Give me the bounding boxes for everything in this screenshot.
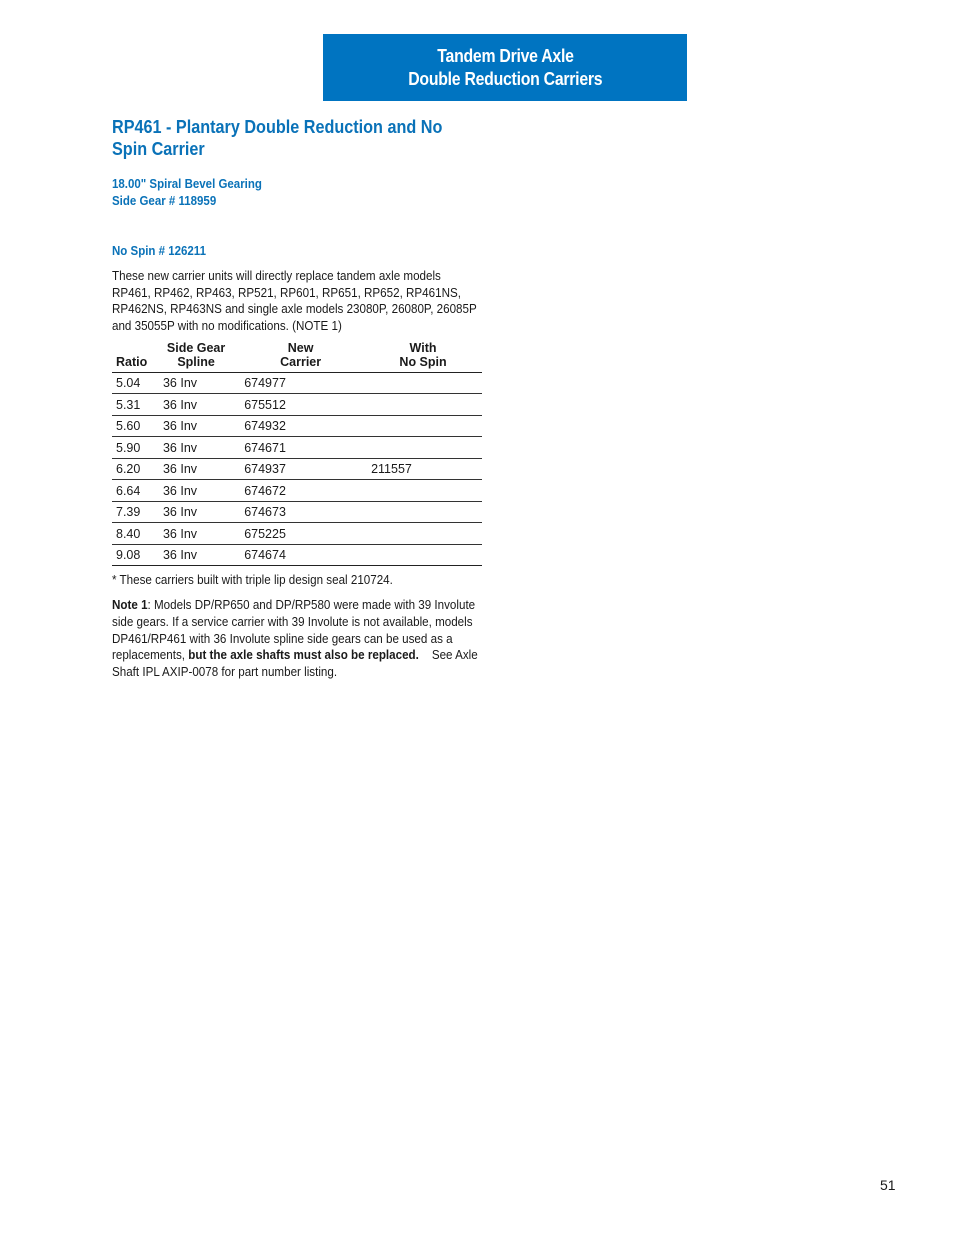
page-number: 51 — [880, 1177, 896, 1193]
section-header-line2: Double Reduction Carriers — [407, 68, 603, 89]
ratio-cell: 5.60 — [112, 415, 155, 437]
table-row — [112, 501, 482, 523]
nospin-cell — [364, 394, 482, 416]
spline-cell: 36 Inv — [155, 372, 237, 394]
nospin-cell — [364, 415, 482, 437]
seal-footnote: * These carriers built with triple lip design seal 210724. — [112, 573, 393, 588]
carrier-cell: 675512 — [237, 394, 364, 416]
ratio-cell: 8.40 — [112, 523, 155, 545]
carrier-parts-table — [112, 341, 482, 567]
carrier-cell: 674674 — [237, 544, 364, 566]
ratio-cell: 9.08 — [112, 544, 155, 566]
table-header-row — [112, 341, 482, 373]
nospin-cell — [364, 437, 482, 459]
nospin-cell — [364, 501, 482, 523]
nospin-cell: 211557 — [364, 458, 482, 480]
carrier-column-header: New Carrier — [237, 341, 364, 373]
side-gear-subhead: Side Gear # 118959 — [112, 194, 217, 208]
spline-cell: 36 Inv — [155, 544, 237, 566]
ratio-cell: 5.90 — [112, 437, 155, 459]
spline-cell: 36 Inv — [155, 501, 237, 523]
table-row — [112, 544, 482, 566]
carrier-cell: 675225 — [237, 523, 364, 545]
page-title: RP461 - Plantary Double Reduction and No Spin Carrier — [112, 117, 443, 159]
section-header-line1: Tandem Drive Axle — [436, 45, 574, 66]
table-row — [112, 480, 482, 502]
ratio-cell: 6.64 — [112, 480, 155, 502]
table-row — [112, 437, 482, 459]
nospin-column-header: With No Spin — [364, 341, 482, 373]
table-row — [112, 415, 482, 437]
carrier-cell: 674673 — [237, 501, 364, 523]
carrier-cell: 674932 — [237, 415, 364, 437]
ratio-cell: 7.39 — [112, 501, 155, 523]
gearing-subhead: 18.00" Spiral Bevel Gearing — [112, 177, 262, 191]
main-content — [112, 116, 482, 681]
note-text: : Models DP/RP650 and DP/RP580 were made with 39 Involute side gears. If a service carrier with 39 Involute is not available, models DP461/RP461 with 36 Involute spline side gears can be used as a replacements, — [112, 598, 476, 663]
spline-column-header: Side Gear Spline — [155, 341, 237, 373]
table-row — [112, 372, 482, 394]
ratio-cell: 5.31 — [112, 394, 155, 416]
carrier-cell: 674977 — [237, 372, 364, 394]
note-label: Note 1 — [112, 598, 148, 613]
spline-cell: 36 Inv — [155, 480, 237, 502]
nospin-cell — [364, 544, 482, 566]
no-spin-subhead: No Spin # 126211 — [112, 244, 206, 258]
table-row — [112, 523, 482, 545]
ratio-cell: 5.04 — [112, 372, 155, 394]
nospin-cell — [364, 480, 482, 502]
ratio-column-header: Ratio — [112, 341, 155, 373]
spline-cell: 36 Inv — [155, 394, 237, 416]
spline-cell: 36 Inv — [155, 415, 237, 437]
table-row — [112, 394, 482, 416]
spline-cell: 36 Inv — [155, 458, 237, 480]
spline-cell: 36 Inv — [155, 437, 237, 459]
note-reference-text: See Axle Shaft IPL AXIP-0078 for part number listing. — [112, 648, 478, 680]
nospin-cell — [364, 372, 482, 394]
intro-paragraph: These new carrier units will directly replace tandem axle models RP461, RP462, RP463, RP521, RP601, RP651, RP652, RP461NS, RP462NS, RP463NS and single axle models 23080P, 26080P, 26085P and 35055P with no modifications. (NOTE 1) — [112, 269, 477, 334]
carrier-cell: 674937 — [237, 458, 364, 480]
note-1 — [112, 597, 482, 681]
spline-cell: 36 Inv — [155, 523, 237, 545]
carrier-cell: 674671 — [237, 437, 364, 459]
note-bold-text: but the axle shafts must also be replaced. — [188, 648, 419, 663]
nospin-cell — [364, 523, 482, 545]
carrier-cell: 674672 — [237, 480, 364, 502]
section-header — [323, 34, 687, 101]
table-row — [112, 458, 482, 480]
ratio-cell: 6.20 — [112, 458, 155, 480]
